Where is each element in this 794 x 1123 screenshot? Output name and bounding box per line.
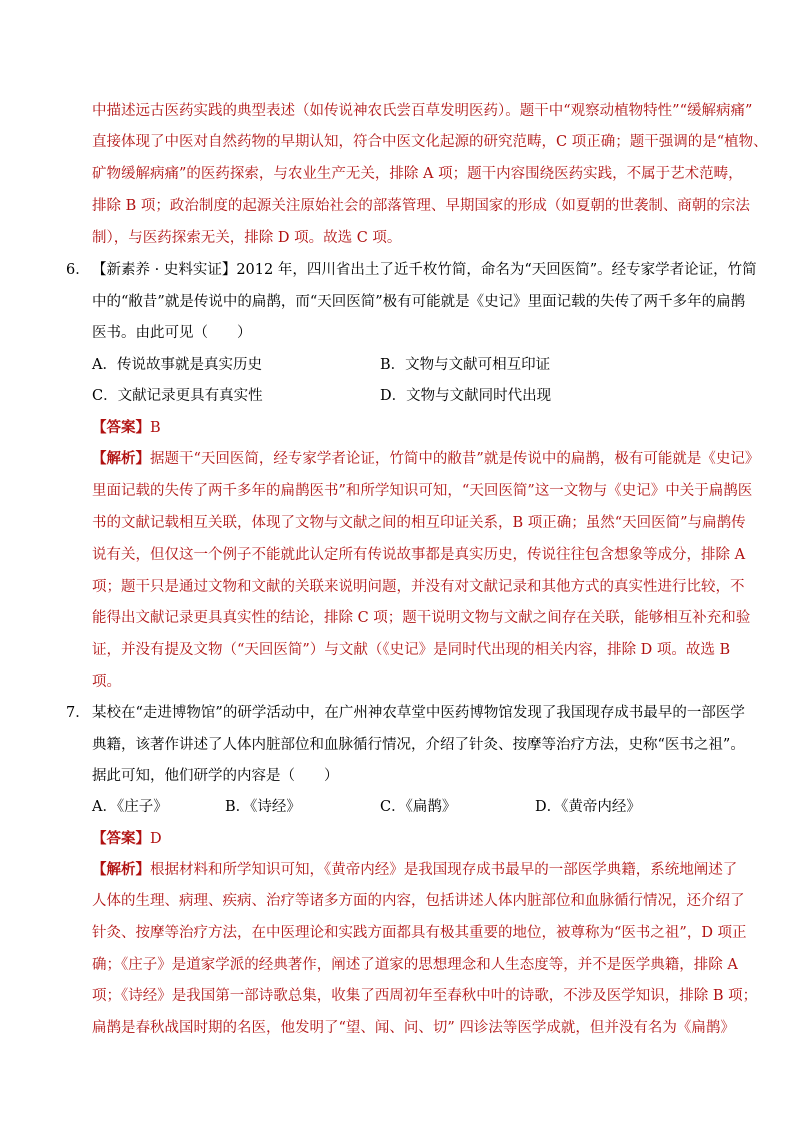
q6-analysis-line-6: 能得出文献记录更具真实性的结论，排除 C 项；题干说明文物与文献之间存在关联，能够相互补充和验 xyxy=(92,610,751,626)
q7-stem-line-2: 典籍，该著作讲述了人体内脏部位和血脉循行情况，介绍了针灸、按摩等治疗方法，史称“医书之祖”。 xyxy=(92,737,745,753)
q7-option-d: D．《黄帝内经》 xyxy=(535,799,641,815)
q5-analysis-line-4: 排除 B 项；政治制度的起源关注原始社会的部落管理、早期国家的形成（如夏朝的世袭制、商朝的宗法 xyxy=(92,198,750,214)
q6-analysis-text-1: 据题干“天回医简，经专家学者论证，竹简中的敝昔”就是传说中的扁鹊，极有可能就是《史记》 xyxy=(150,451,760,467)
q7-option-b: B．《诗经》 xyxy=(225,799,301,815)
q6-analysis-label: 【解析】 xyxy=(92,450,150,467)
q6-option-b: B．文物与文献可相互印证 xyxy=(380,357,551,373)
q7-answer-label: 【答案】 xyxy=(92,830,150,847)
q6-analysis-line-5: 项；题干只是通过文物和文献的关联来说明问题，并没有对文献记录和其他方式的真实性进行比较，不 xyxy=(92,579,745,595)
q6-answer-label: 【答案】 xyxy=(92,419,150,436)
q7-stem-line-1: 某校在“走进博物馆”的研学活动中，在广州神农草堂中医药博物馆发现了我国现存成书最早的一部医学 xyxy=(92,705,745,721)
q5-analysis-line-5: 制），与医药探索无关，排除 D 项。故选 C 项。 xyxy=(92,230,402,246)
q7-analysis-line-3: 针灸、按摩等治疗方法，在中医理论和实践方面都具有极其重要的地位，被尊称为“医书之祖”，D 项正 xyxy=(92,925,747,941)
q7-analysis-line-5: 项；《诗经》是我国第一部诗歌总集，收集了西周初年至春秋中叶的诗歌，不涉及医学知识，排除 B 项； xyxy=(92,988,758,1004)
q5-analysis-line-3: 矿物缓解病痛”的医药探索，与农业生产无关，排除 A 项；题干内容围绕医药实践，不属于艺术范畴， xyxy=(92,166,743,182)
q6-option-a: A．传说故事就是真实历史 xyxy=(92,357,262,373)
q6-number: 6． xyxy=(66,262,90,278)
q7-answer xyxy=(92,829,162,849)
q6-analysis-line-1 xyxy=(92,449,759,469)
q7-answer-value: D xyxy=(150,831,162,847)
q7-analysis-text-1: 根据材料和所学知识可知，《黄帝内经》是我国现存成书最早的一部医学典籍，系统地阐述了 xyxy=(150,862,738,878)
q6-analysis-line-7: 证，并没有提及文物（“天回医简”）与文献（《史记》是同时代出现的相关内容，排除 D 项。故选 B xyxy=(92,642,731,658)
q5-analysis-line-1: 中描述远古医药实践的典型表述（如传说神农氏尝百草发明医药）。题干中“观察动植物特性”“缓解病痛” xyxy=(92,103,753,119)
q7-option-a: A．《庄子》 xyxy=(92,799,168,815)
q7-analysis-line-2: 人体的生理、病理、疾病、治疗等诸多方面的内容，包括讲述人体内脏部位和血脉循行情况，还介绍了 xyxy=(92,893,745,909)
q6-option-d: D．文物与文献同时代出现 xyxy=(380,388,552,404)
q6-analysis-line-2: 里面记载的失传了两千多年的扁鹊医书”和所学知识可知，“天回医简”这一文物与《史记》中关于扁鹊医 xyxy=(92,483,753,499)
q7-option-c: C．《扁鹊》 xyxy=(380,799,457,815)
q7-analysis-line-6: 扁鹊是春秋战国时期的名医，他发明了“望、闻、问、切” 四诊法等医学成就，但并没有名为《扁鹊》 xyxy=(92,1020,735,1036)
q6-answer xyxy=(92,418,161,438)
q6-option-c: C．文献记录更具有真实性 xyxy=(92,388,263,404)
q7-number: 7． xyxy=(66,705,90,721)
q6-answer-value: B xyxy=(150,420,161,436)
q7-analysis-line-4: 确；《庄子》是道家学派的经典著作，阐述了道家的思想理念和人生态度等，并不是医学典籍，排除 A xyxy=(92,957,738,973)
q6-stem-line-3: 医书。由此可见（ ） xyxy=(92,325,252,341)
q6-stem-line-2: 中的“敝昔”就是传说中的扁鹊，而“天回医简”极有可能就是《史记》里面记载的失传了两千多年的扁鹊 xyxy=(92,294,746,310)
q6-analysis-line-8: 项。 xyxy=(92,674,121,690)
q6-analysis-line-4: 说有关，但仅这一个例子不能就此认定所有传说故事都是真实历史，传说往往包含想象等成分，排除 A xyxy=(92,547,746,563)
q6-stem-line-1: 【新素养 · 史料实证】2012 年，四川省出土了近千枚竹简，命名为“天回医简”。经专家学者论证，竹简 xyxy=(92,262,757,278)
q6-analysis-line-3: 书的文献记载相互关联，体现了文物与文献之间的相互印证关系，B 项正确；虽然“天回医简”与扁鹊传 xyxy=(92,515,746,531)
q7-analysis-line-1 xyxy=(92,860,737,880)
q5-analysis-line-2: 直接体现了中医对自然药物的早期认知，符合中医文化起源的研究范畴，C 项正确；题干强调的是“植物、 xyxy=(92,134,768,150)
q7-analysis-label: 【解析】 xyxy=(92,861,150,878)
q7-stem-line-3: 据此可知，他们研学的内容是（ ） xyxy=(92,768,339,784)
